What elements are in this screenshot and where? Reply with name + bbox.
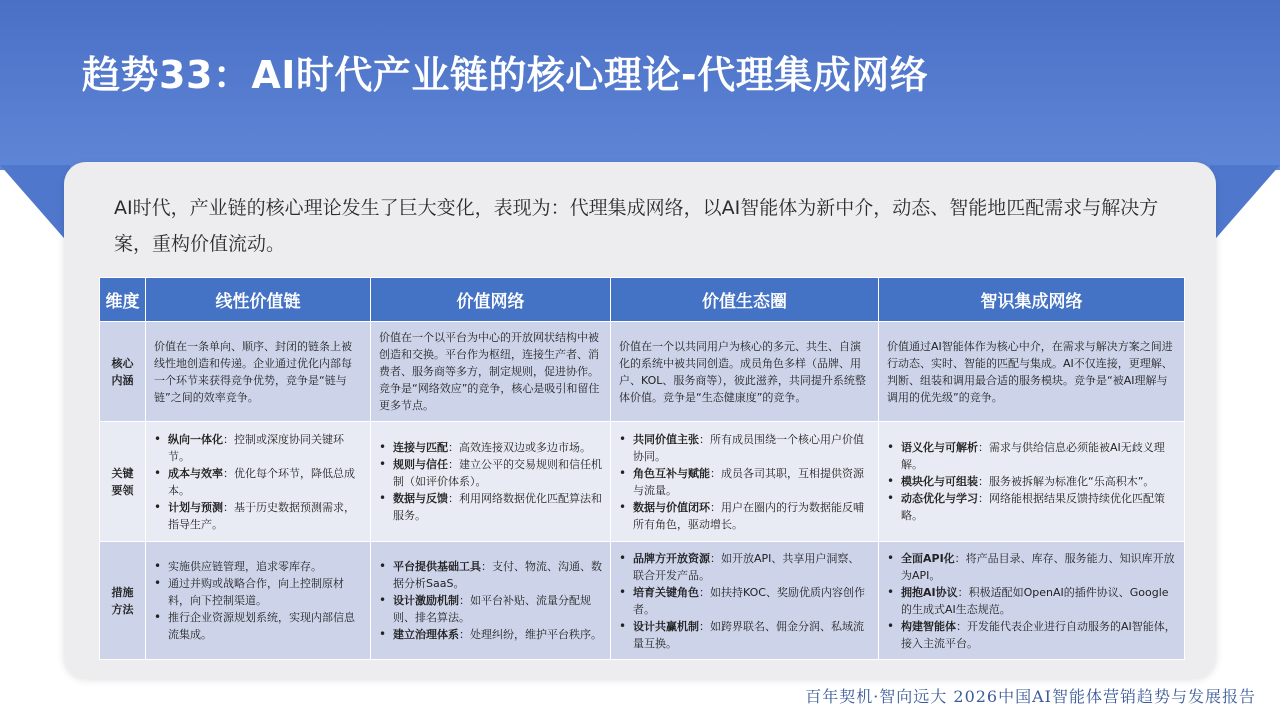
table-cell [611, 422, 879, 542]
list-item [619, 499, 870, 533]
item-text: ：支付、物流、沟通、数据分析SaaS。 [393, 560, 602, 590]
item-text: ：如跨界联名、佣金分润、私域流量互换。 [633, 619, 864, 650]
list-item [379, 490, 602, 524]
row-dimension-label: 关键要领 [100, 422, 146, 542]
item-text: 推行企业资源规划系统，实现内部信息流集成。 [168, 611, 355, 641]
table-cell [371, 422, 611, 542]
header-value-ecosystem: 价值生态圈 [611, 278, 879, 322]
list-item [887, 550, 1176, 584]
item-text: ：成员各司其职，互相提供资源与流量。 [633, 466, 864, 497]
list-item [619, 584, 870, 618]
list-item [379, 558, 602, 592]
table-cell: 价值在一个以平台为中心的开放网状结构中被创造和交换。平台作为枢纽，连接生产者、消费者、服务商等多方，制定规则，促进协作。竞争是“网络效应”的竞争，核心是吸引和留住更多节点。 [371, 322, 611, 422]
list-item [619, 465, 870, 499]
item-text: ：将产品目录、库存、服务能力、知识库开放为API。 [901, 551, 1175, 582]
item-keyword: 纵向一体化 [168, 432, 223, 446]
item-keyword: 建立治理体系 [393, 628, 459, 641]
item-keyword: 设计共赢机制 [633, 619, 699, 633]
item-text: ：建立公平的交易规则和信任机制（如评价体系）。 [393, 458, 602, 488]
item-keyword: 培育关键角色 [633, 585, 699, 599]
list-item [154, 431, 362, 465]
item-keyword: 动态优化与学习 [901, 492, 978, 505]
item-keyword: 拥抱AI协议 [901, 585, 958, 599]
item-text: ：网络能根据结果反馈持续优化匹配策略。 [901, 492, 1165, 522]
list-item [619, 550, 870, 584]
table-row [100, 542, 1185, 660]
banner-wing-left [0, 165, 70, 245]
table-cell: 价值在一条单向、顺序、封闭的链条上被线性地创造和传递。企业通过优化内部每一个环节来获得竞争优势，竞争是“链与链”之间的效率竞争。 [146, 322, 371, 422]
item-text: ：如开放API、共享用户洞察、联合开发产品。 [633, 551, 860, 582]
list-item [887, 473, 1176, 490]
item-text: 实施供应链管理，追求零库存。 [168, 560, 322, 573]
list-item [154, 609, 362, 643]
item-keyword: 全面API化 [901, 551, 955, 565]
item-text: ：如平台补贴、流量分配规则、排名算法。 [393, 594, 591, 624]
item-keyword: 语义化与可解析 [901, 441, 978, 454]
list-item [887, 490, 1176, 524]
item-text: ：优化每个环节，降低总成本。 [168, 466, 355, 497]
item-keyword: 模块化与可组装 [901, 475, 978, 488]
table-cell [879, 542, 1185, 660]
item-keyword: 连接与匹配 [393, 441, 448, 454]
item-keyword: 数据与价值闭环 [633, 500, 710, 514]
table-cell: 价值在一个以共同用户为核心的多元、共生、自演化的系统中被共同创造。成员角色多样（品牌、用户、KOL、服务商等），彼此滋养，共同提升系统整体价值。竞争是“生态健康度”的竞争。 [611, 322, 879, 422]
header-intelligent-integration-network: 智识集成网络 [879, 278, 1185, 322]
comparison-table [99, 277, 1185, 660]
header-dimension: 维度 [100, 278, 146, 322]
item-text: ：服务被拆解为标准化“乐高积木”。 [978, 475, 1155, 488]
item-keyword: 数据与反馈 [393, 492, 448, 505]
item-keyword: 角色互补与赋能 [633, 466, 710, 480]
list-item [619, 431, 870, 465]
item-keyword: 成本与效率 [168, 466, 223, 480]
list-item [619, 618, 870, 652]
list-item [154, 499, 362, 533]
list-item [154, 575, 362, 609]
table-cell: 价值通过AI智能体作为核心中介，在需求与解决方案之间进行动态、实时、智能的匹配与集成。AI不仅连接，更理解、判断、组装和调用最合适的服务模块。竞争是“被AI理解与调用的优先级”的竞争。 [879, 322, 1185, 422]
item-keyword: 设计激励机制 [393, 594, 459, 607]
header-linear-value-chain: 线性价值链 [146, 278, 371, 322]
list-item [887, 584, 1176, 618]
row-dimension-label: 措施方法 [100, 542, 146, 660]
item-keyword: 构建智能体 [901, 619, 956, 633]
header-value-network: 价值网络 [371, 278, 611, 322]
item-text: ：所有成员围绕一个核心用户价值协同。 [633, 432, 864, 463]
item-text: ：处理纠纷，维护平台秩序。 [459, 628, 602, 641]
item-text: ：基于历史数据预测需求，指导生产。 [168, 500, 355, 531]
item-text: ：开发能代表企业进行自动服务的AI智能体，接入主流平台。 [901, 619, 1176, 650]
footer-caption: 百年契机·智向远大 2026中国AI智能体营销趋势与发展报告 [805, 687, 1256, 706]
item-text: ：需求与供给信息必须能被AI无歧义理解。 [901, 441, 1165, 471]
table-cell [371, 542, 611, 660]
list-item [887, 439, 1176, 473]
list-item [379, 456, 602, 490]
item-keyword: 共同价值主张 [633, 432, 699, 446]
item-text: ：高效连接双边或多边市场。 [448, 441, 591, 454]
list-item [379, 439, 602, 456]
list-item [887, 618, 1176, 652]
table-cell [879, 422, 1185, 542]
page-title: 趋势33：AI时代产业链的核心理论-代理集成网络 [82, 53, 929, 97]
table-header-row [100, 278, 1185, 322]
list-item [379, 626, 602, 643]
item-text: 通过并购或战略合作，向上控制原材料，向下控制渠道。 [168, 577, 344, 607]
table-row [100, 422, 1185, 542]
row-dimension-label: 核心内涵 [100, 322, 146, 422]
table-cell [146, 422, 371, 542]
item-keyword: 品牌方开放资源 [633, 551, 710, 565]
item-text: ：控制或深度协同关键环节。 [168, 432, 344, 463]
item-text: ：积极适配如OpenAI的插件协议、Google的生成式AI生态规范。 [901, 585, 1169, 616]
intro-paragraph: AI时代，产业链的核心理论发生了巨大变化，表现为：代理集成网络，以AI智能体为新中介，动态、智能地匹配需求与解决方案，重构价值流动。 [114, 197, 1159, 255]
item-keyword: 规则与信任 [393, 458, 448, 471]
item-text: ：利用网络数据优化匹配算法和服务。 [393, 492, 602, 522]
list-item [154, 558, 362, 575]
item-keyword: 平台提供基础工具 [393, 560, 481, 573]
item-text: ：如扶持KOC、奖励优质内容创作者。 [633, 585, 865, 616]
table-cell [611, 542, 879, 660]
banner-wing-right [1210, 165, 1280, 245]
table-cell [146, 542, 371, 660]
list-item [154, 465, 362, 499]
item-keyword: 计划与预测 [168, 500, 223, 514]
list-item [379, 592, 602, 626]
item-text: ：用户在圈内的行为数据能反哺所有角色，驱动增长。 [633, 500, 864, 531]
table-row [100, 322, 1185, 422]
